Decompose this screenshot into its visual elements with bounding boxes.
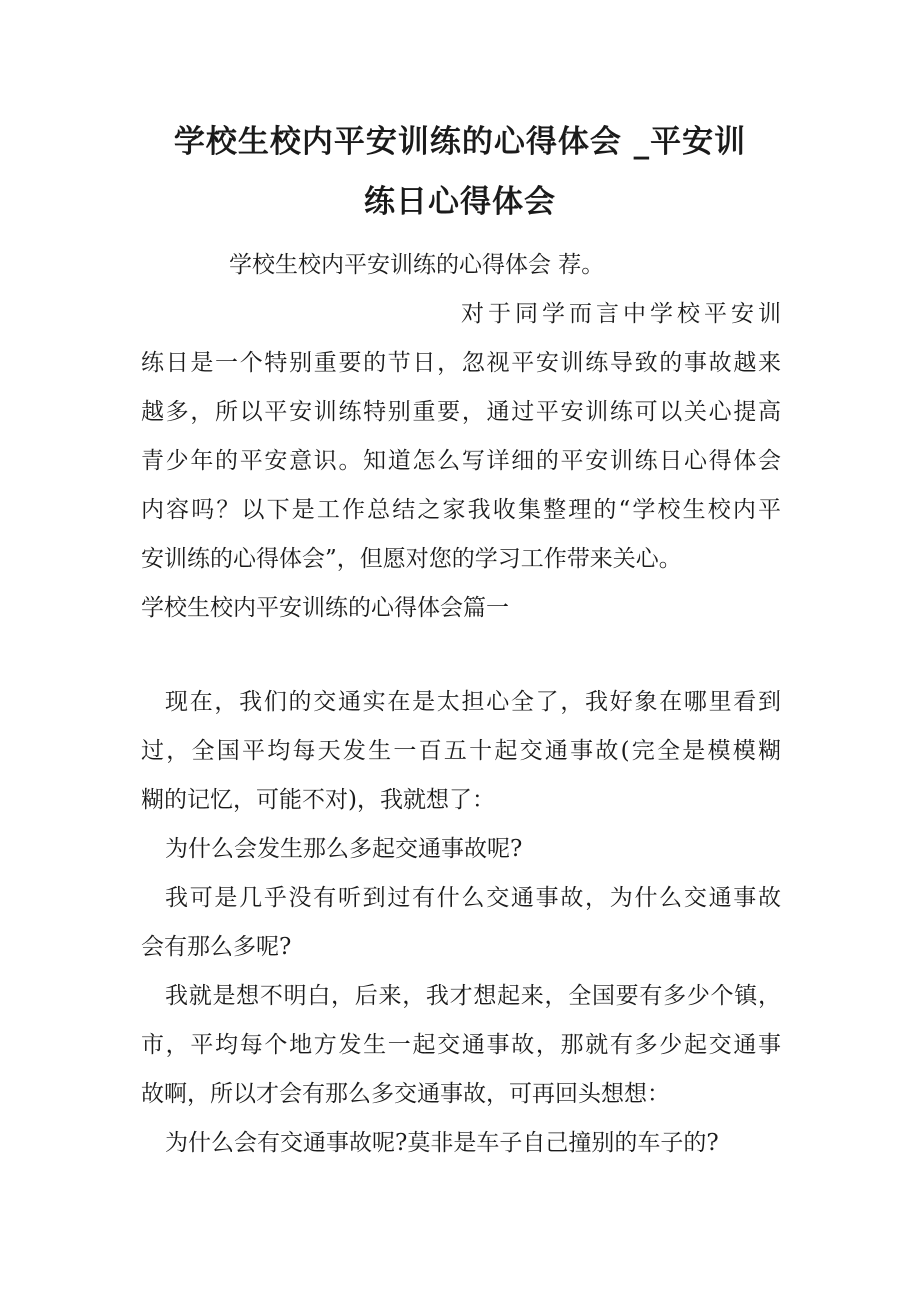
intro-line: 越多，所以平安训练特别重要，通过平安训练可以关心提高 xyxy=(141,399,781,425)
document-title-line-2: 练日心得体会 xyxy=(364,184,556,220)
intro-line: 对于同学而言中学校平安训 xyxy=(461,301,781,327)
body-line: 现在，我们的交通实在是太担心全了，我好象在哪里看到 xyxy=(165,689,781,715)
body-line: 市，平均每个地方发生一起交通事故，那就有多少起交通事 xyxy=(141,1032,781,1058)
body-line: 我可是几乎没有听到过有什么交通事故，为什么交通事故 xyxy=(165,885,781,911)
body-line: 故啊，所以才会有那么多交通事故，可再回头想想： xyxy=(141,1081,670,1107)
intro-line: 青少年的平安意识。知道怎么写详细的平安训练日心得体会 xyxy=(141,448,781,474)
body-line: 为什么会发生那么多起交通事故呢? xyxy=(165,836,523,862)
document-title-line-1: 学校生校内平安训练的心得体会 _平安训 xyxy=(173,124,747,160)
intro-line: 安训练的心得体会”，但愿对您的学习工作带来关心。 xyxy=(141,546,682,572)
body-line: 糊的记忆，可能不对)，我就想了： xyxy=(141,787,495,813)
intro-line: 内容吗？以下是工作总结之家我收集整理的“学校生校内平 xyxy=(141,497,781,523)
section-heading: 学校生校内平安训练的心得体会篇一 xyxy=(141,595,509,621)
body-line: 为什么会有交通事故呢?莫非是车子自己撞别的车子的? xyxy=(165,1130,719,1156)
body-line: 我就是想不明白，后来，我才想起来，全国要有多少个镇， xyxy=(165,983,781,1009)
intro-line: 练日是一个特别重要的节日，忽视平安训练导致的事故越来 xyxy=(141,350,781,376)
recommend-line: 学校生校内平安训练的心得体会 荐。 xyxy=(229,252,605,278)
body-line: 会有那么多呢? xyxy=(141,934,292,960)
body-line: 过，全国平均每天发生一百五十起交通事故(完全是模模糊 xyxy=(141,738,781,764)
